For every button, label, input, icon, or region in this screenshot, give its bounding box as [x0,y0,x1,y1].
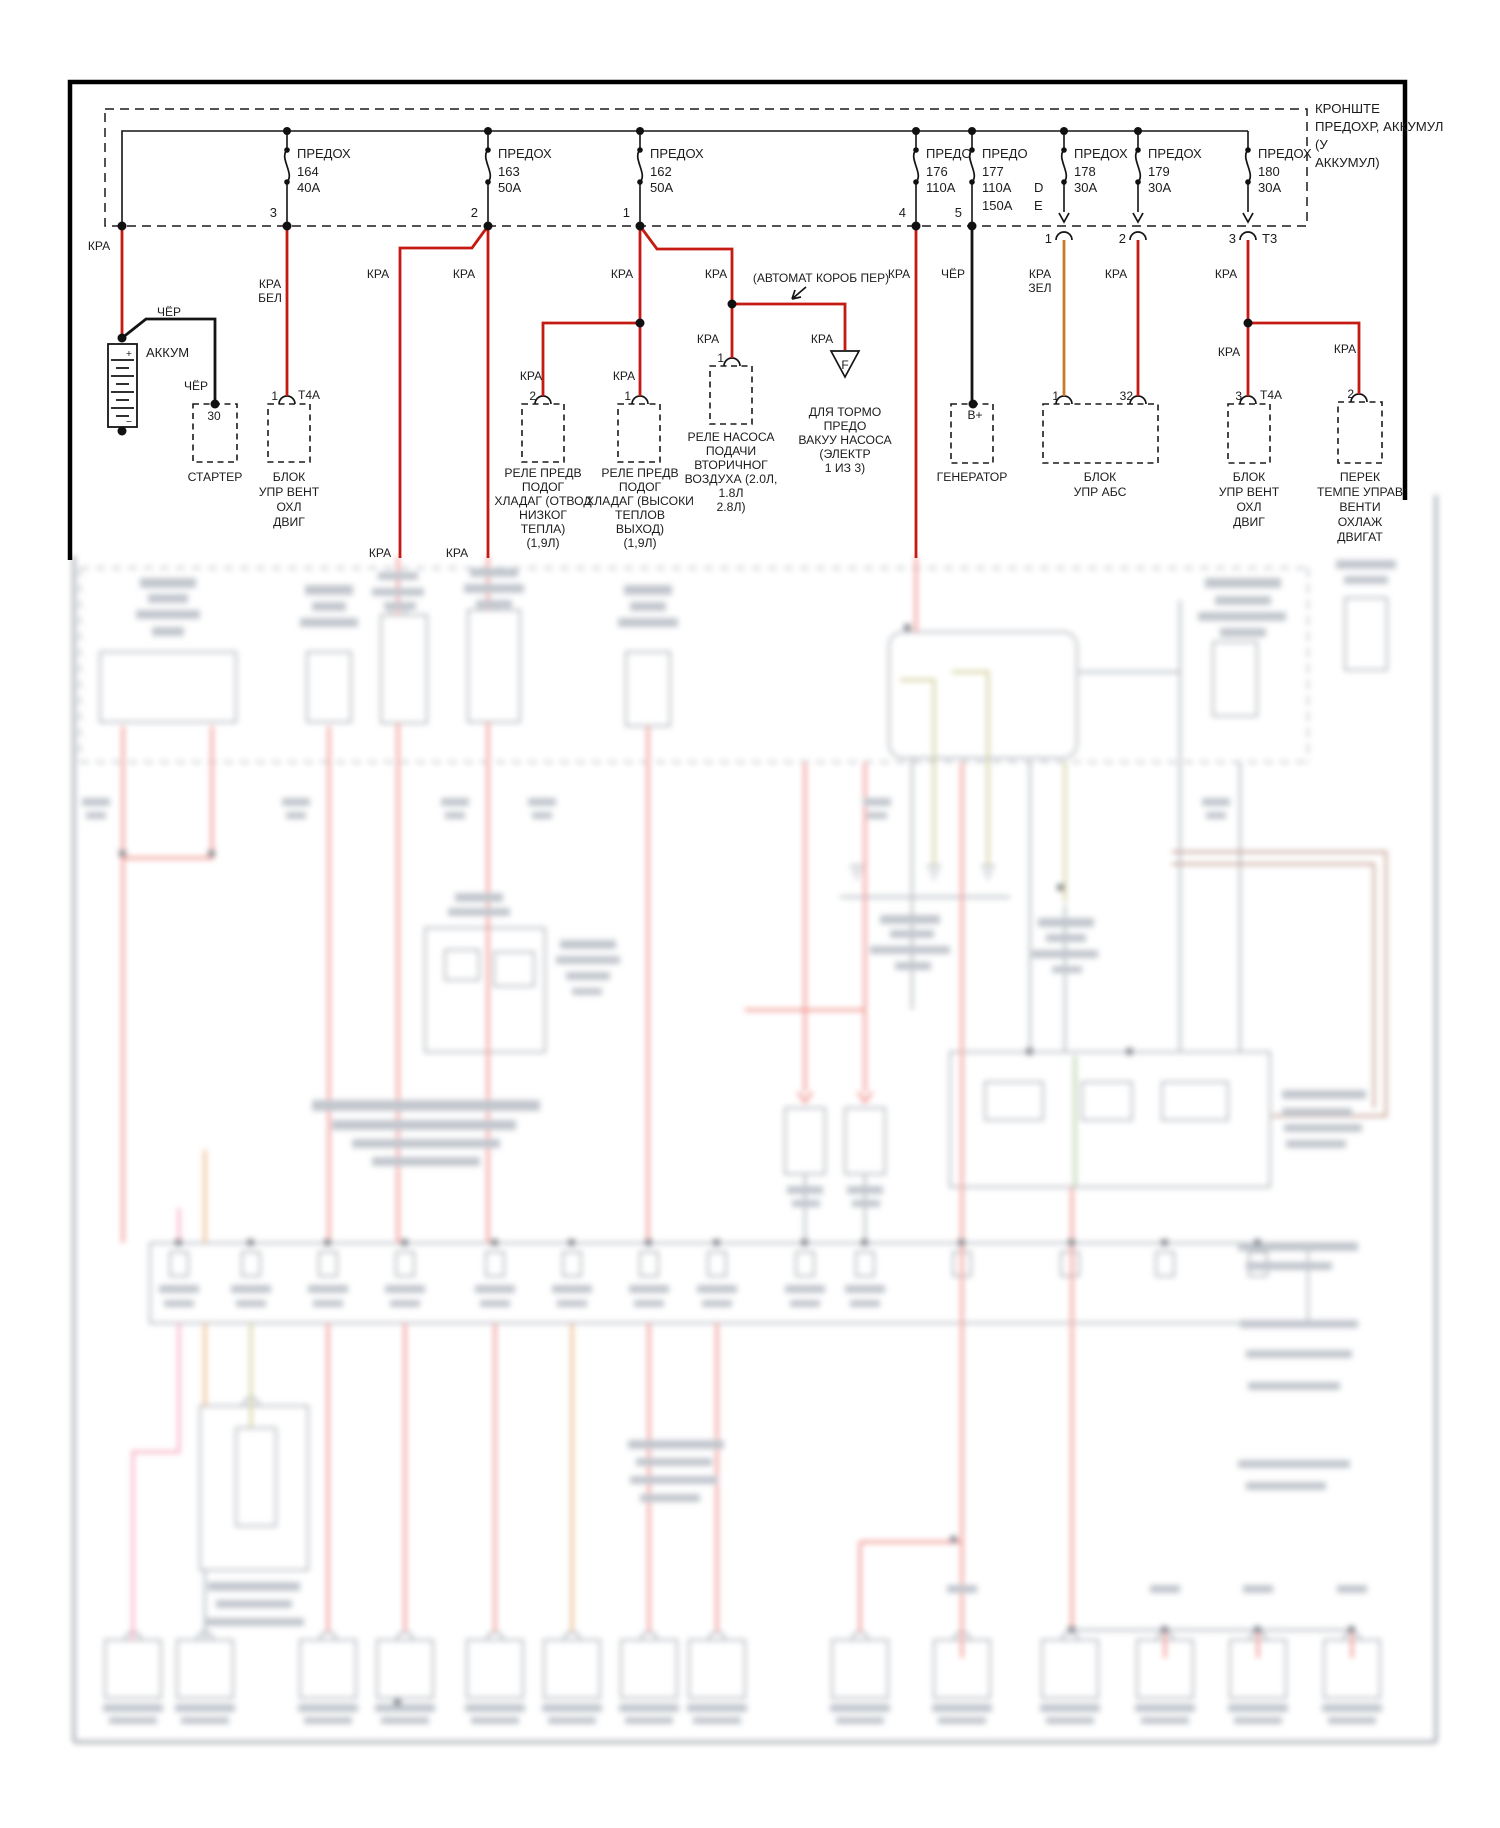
fuse-178-amps: 30А [1074,180,1098,195]
fuse-164-name: ПРЕДОХ [297,146,351,161]
starter-caption: СТАРТЕР [187,470,243,484]
fan-right-caption: УПР ВЕНТ [1218,485,1280,499]
fuse-178-name: ПРЕДОХ [1074,146,1128,161]
fuse-labels [270,146,1312,246]
fuse-180-position: 3 [1228,231,1236,246]
relay-low-box [522,404,564,462]
fuse-178-number: 178 [1074,164,1096,179]
wire-label: КРА [519,369,543,383]
bracket-label-line: (У [1315,137,1328,152]
fuse-164-position: 3 [269,205,277,220]
battery-plus: + [125,348,133,360]
fuse-176-amps: 110А [926,180,956,195]
fan-right-connector: Т4А [1260,388,1283,402]
vacuum-caption: (ЭЛЕКТР [819,447,871,461]
blurred-page-border [74,495,1436,1742]
fuse-180-name: ПРЕДОХ [1258,146,1312,161]
abs-caption: БЛОК [1083,470,1117,484]
connector-t3-label: Т3 [1262,231,1278,246]
wire-label: ЧЁР [156,305,182,319]
wire-label: БЕЛ [258,291,282,305]
fuse-164-amps: 40А [297,180,321,195]
wire-label: КРА [887,267,911,281]
wire-label: КРА [258,277,282,291]
fuse-177-amps2: 150А [982,198,1013,213]
blurred-olive-wires [251,672,1065,1428]
fuse-177-code-d: D [1034,180,1044,195]
fuse-163-number: 163 [498,164,520,179]
wire-label: КРА [1028,267,1052,281]
air-pump-caption: 2.8Л) [716,500,746,514]
fuse-177-code-e: E [1034,198,1043,213]
blurred-wiring-underlay [74,495,1436,1742]
relay-high-box [618,404,660,462]
vacuum-caption: ВАКУУ НАСОСА [798,433,892,447]
fan-left-connector: Т4А [298,388,321,402]
fan-left-caption: УПР ВЕНТ [258,485,320,499]
blurred-junction-dots [119,624,1355,1706]
fuse-176-name: ПРЕДО [926,146,972,161]
fuse-179-position: 2 [1118,231,1126,246]
fan-right-caption: ОХЛ [1236,500,1262,514]
wire-label: КРА [704,267,728,281]
air-pump-pin: 1 [717,351,724,365]
component-captions [188,405,1403,550]
relay-low-caption: ТЕПЛА) [520,522,566,536]
fuse-176-number: 176 [926,164,948,179]
abs-pin-1: 1 [1052,389,1059,403]
blurred-routing-box [889,632,1077,758]
wire-label: КРА [696,332,720,346]
wire-label: КРА [445,546,469,560]
air-pump-caption: ПОДАЧИ [705,444,757,458]
bracket-label-line: АККУМУЛ) [1315,155,1380,170]
blurred-orange-wires [205,1150,572,1632]
temp-switch-caption: ПЕРЕК [1339,470,1381,484]
fuse-163-name: ПРЕДОХ [498,146,552,161]
relay-low-caption: (1,9Л) [526,536,560,550]
relay-high-caption: ХЛАДАГ (ВЫСОКИ [586,494,694,508]
wire-label: КРА [1104,267,1128,281]
abs-unit-box [1043,404,1158,463]
vacuum-fuse-symbol: F [841,358,849,372]
relay-low-caption: ПОДОГ [521,480,565,494]
wire-label: КРА [610,267,634,281]
fuse-177-number: 177 [982,164,1004,179]
transmission-note-arrow [792,287,806,299]
abs-caption: УПР АБС [1073,485,1127,499]
relay-high-pin: 1 [624,389,631,403]
fuse-177-position: 5 [954,205,962,220]
temp-switch-pin: 2 [1347,387,1354,401]
relay-low-pin: 2 [529,389,536,403]
bracket-label-line: ПРЕДОХР, АККУМУЛ [1315,119,1444,134]
fan-control-right-box [1228,404,1270,463]
wire-label: КРА [87,239,111,253]
bracket-label-line: КРОНШТЕ [1315,101,1380,116]
component-battery [108,344,189,428]
power-distribution-diagram [70,82,1443,560]
air-pump-relay-box [710,366,752,424]
wire-label: КРА [810,332,834,346]
wire-label: КРА [366,267,390,281]
wire-label: КРА [612,369,636,383]
air-pump-caption: ВТОРИЧНОГ [694,458,768,472]
fan-right-caption: БЛОК [1232,470,1266,484]
fuse-162-amps: 50А [650,180,674,195]
wire-label: ЧЁР [183,379,209,393]
relay-low-caption: ХЛАДАГ (ОТВОД [494,494,592,508]
fuse-179-amps: 30А [1148,180,1172,195]
relay-high-caption: РЕЛЕ ПРЕДВ [601,466,679,480]
wire-label: КРА [1333,342,1357,356]
fuse-162-position: 1 [622,205,630,220]
fuse-179-name: ПРЕДОХ [1148,146,1202,161]
generator-pin: В+ [967,408,983,422]
transmission-note: (АВТОМАТ КОРОБ ПЕР) [752,271,890,285]
fan-left-caption: ОХЛ [276,500,302,514]
vacuum-caption: ДЛЯ ТОРМО [808,405,882,419]
fan-left-caption: БЛОК [272,470,306,484]
wire-label: ЗЕЛ [1028,281,1052,295]
temp-switch-caption: ОХЛАЖ [1337,515,1383,529]
relay-high-caption: ВЫХОД) [615,522,665,536]
fan-left-pin: 1 [271,389,278,403]
wire-label: КРА [452,267,476,281]
wire-label: КРА [368,546,392,560]
blurred-text-smudges [82,560,1396,1724]
wire-label: КРА [1217,345,1241,359]
relay-high-caption: ТЕПЛОВ [615,508,665,522]
air-pump-caption: РЕЛЕ НАСОСА [687,430,775,444]
bracket-label [1315,101,1443,170]
connector-bumps [279,232,1367,404]
fan-right-pin: 3 [1235,389,1242,403]
bracket-exit-arrows [1059,213,1253,222]
fuse-163-amps: 50А [498,180,522,195]
fuse-177-name: ПРЕДО [982,146,1028,161]
fuse-176-position: 4 [898,205,906,220]
fuse-177-amps: 110А [982,180,1012,195]
vacuum-caption: 1 ИЗ 3) [824,461,866,475]
blurred-brown-wires [1172,852,1386,1116]
battery-label: АККУМ [146,345,190,360]
fan-left-caption: ДВИГ [273,515,305,529]
battery-minus: − [125,416,133,428]
fuse-162-name: ПРЕДОХ [650,146,704,161]
air-pump-caption: 1.8Л [718,486,744,500]
relay-high-caption: ПОДОГ [618,480,662,494]
starter-pin: 30 [207,409,221,423]
temp-switch-caption: ТЕМПЕ УПРАВ [1316,485,1404,499]
fuse-162-number: 162 [650,164,672,179]
temp-switch-caption: ДВИГАТ [1337,530,1383,544]
wire-label: КРА [1214,267,1238,281]
vacuum-caption: ПРЕДО [823,419,867,433]
relay-low-caption: НИЗКОГ [519,508,567,522]
abs-pin-32: 32 [1119,389,1133,403]
fuse-179-number: 179 [1148,164,1170,179]
relay-low-caption: РЕЛЕ ПРЕДВ [504,466,582,480]
fuse-178-position: 1 [1044,231,1052,246]
blurred-dashed-bracket [80,568,1308,762]
temp-switch-caption: ВЕНТИ [1339,500,1381,514]
relay-high-caption: (1,9Л) [623,536,657,550]
fuse-180-amps: 30А [1258,180,1282,195]
battery-plates [111,360,134,416]
temp-switch-box [1338,402,1382,463]
wire-label: ЧЁР [940,267,966,281]
fan-right-caption: ДВИГ [1233,515,1265,529]
pin-labels [207,351,1354,423]
fan-control-left-box [268,404,310,462]
fuse-164-number: 164 [297,164,319,179]
generator-caption: ГЕНЕРАТОР [936,470,1008,484]
fuse-180-number: 180 [1258,164,1280,179]
fuse-163-position: 2 [470,205,478,220]
fuse-bracket-box [105,109,1307,226]
air-pump-caption: ВОЗДУХА (2.0Л, [684,472,778,486]
blurred-pink-wires [133,1208,179,1640]
